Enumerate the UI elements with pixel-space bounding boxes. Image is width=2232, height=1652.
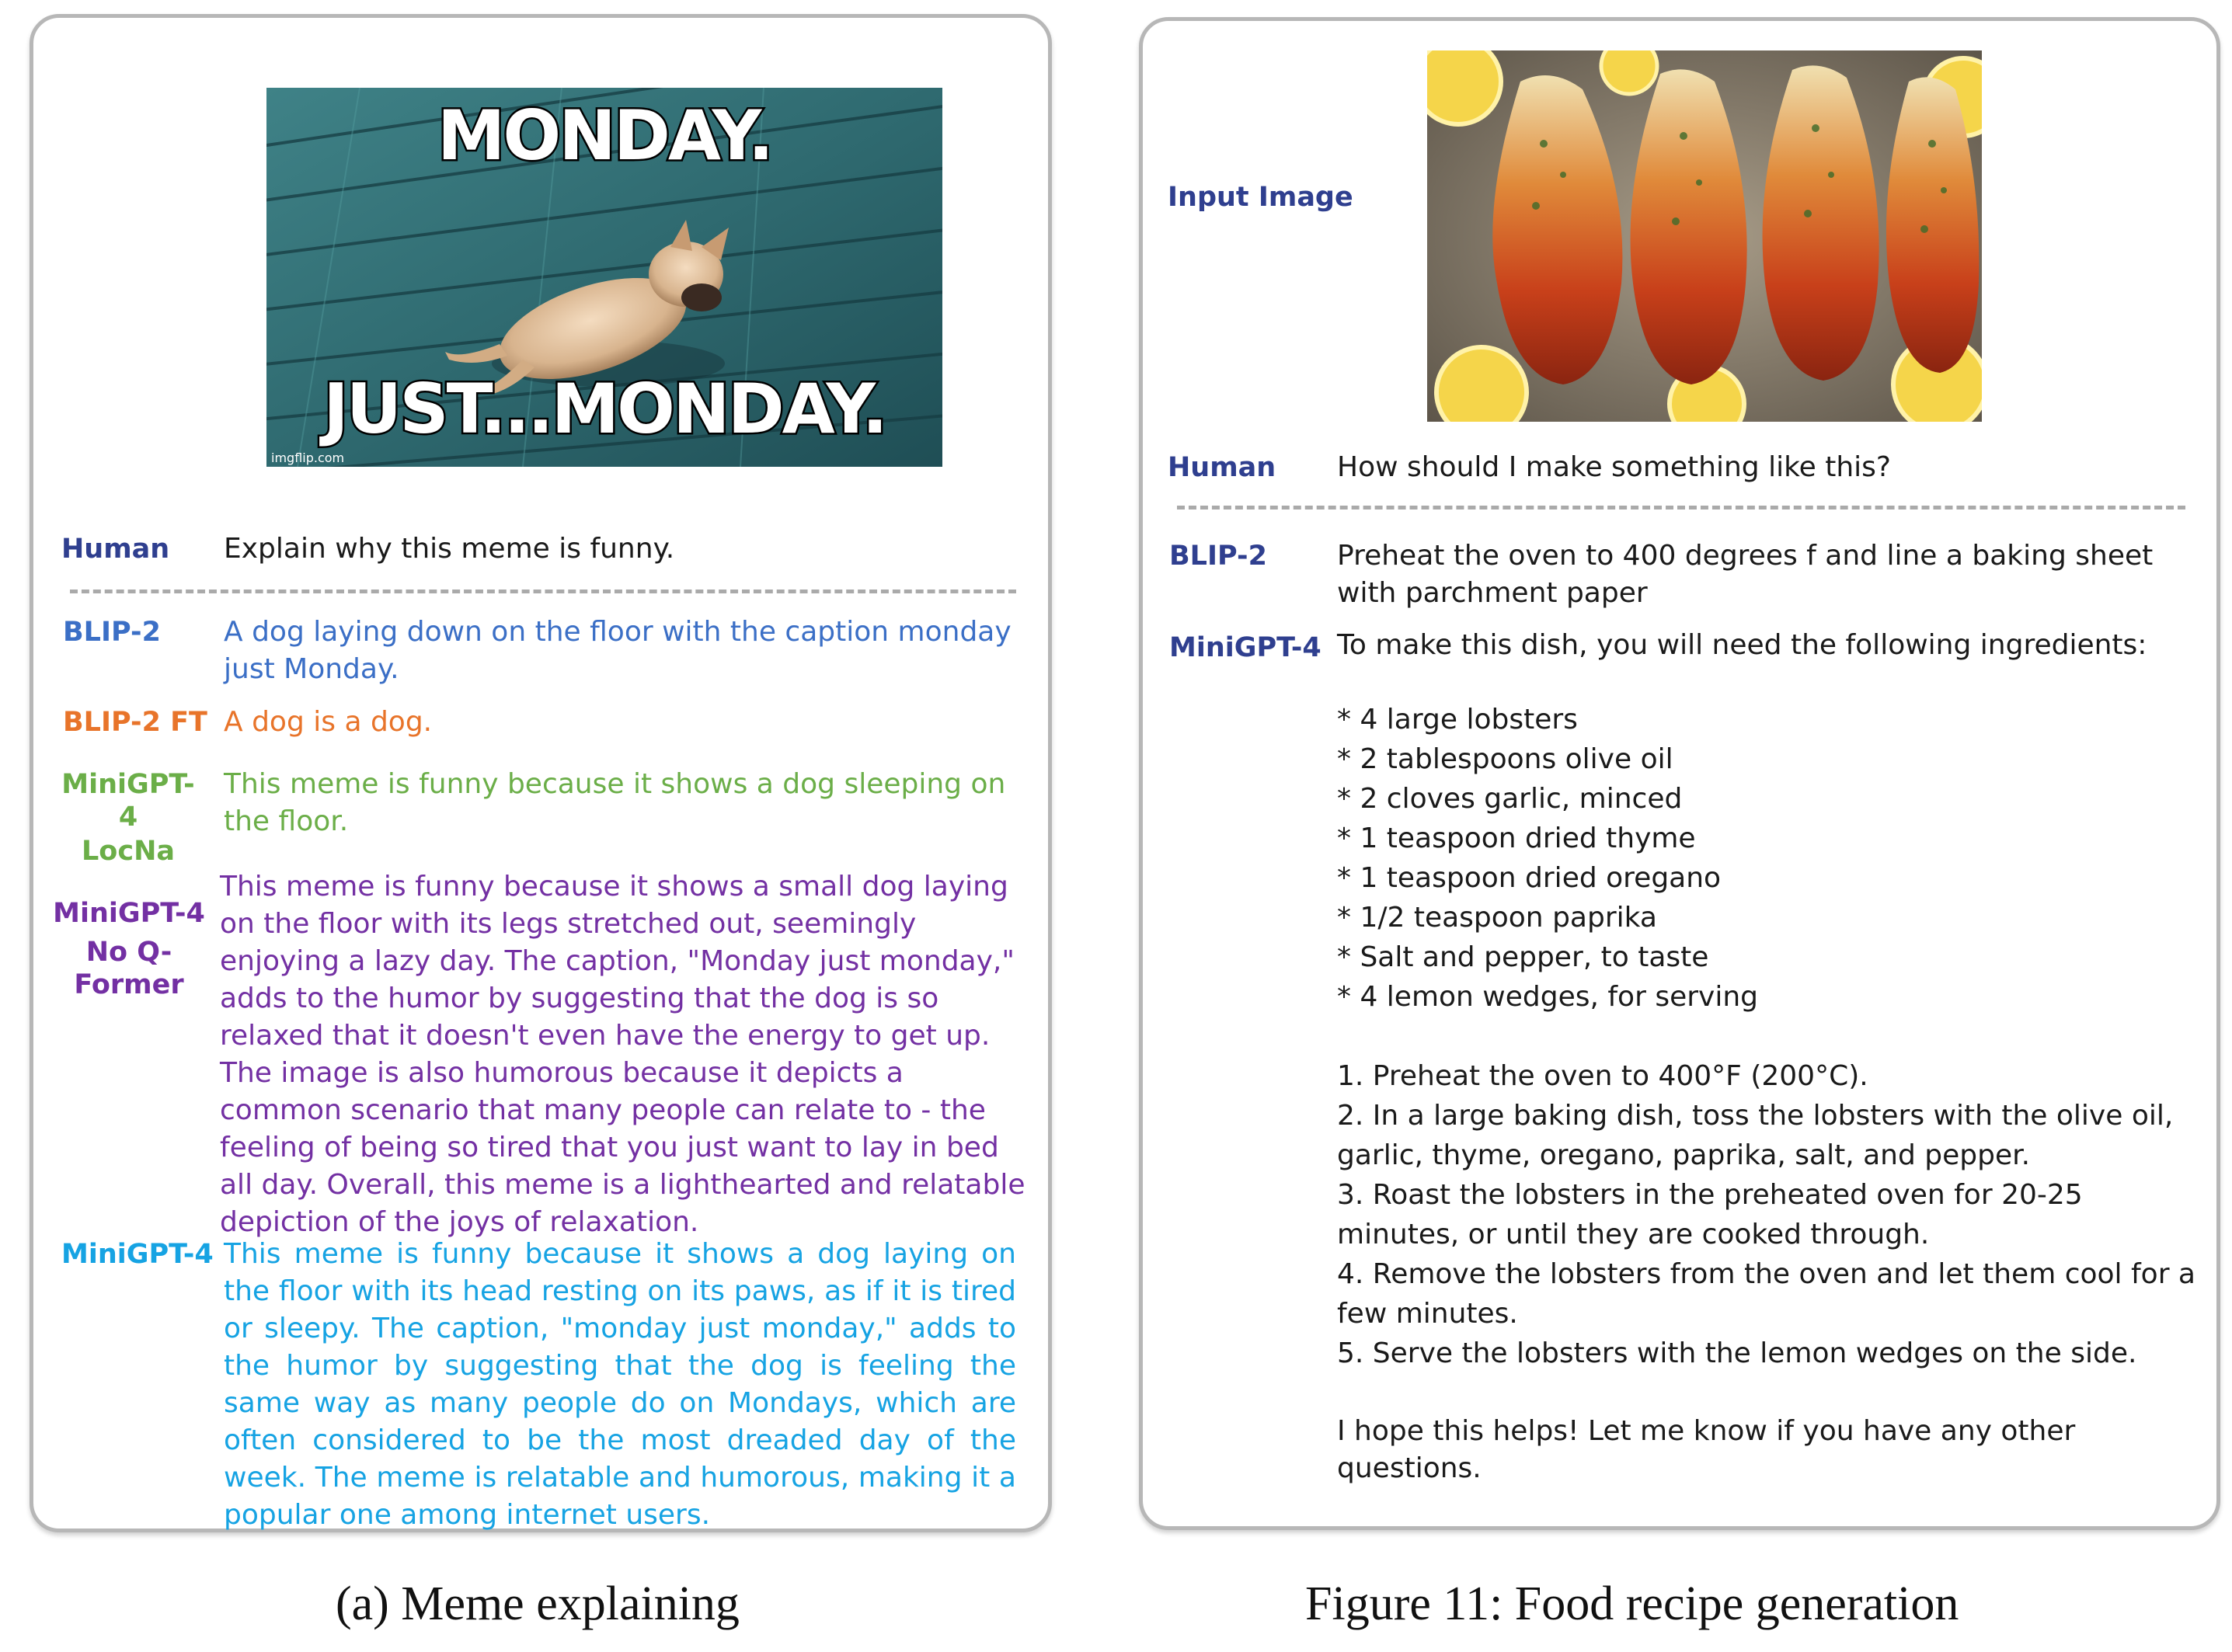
step-list bbox=[1337, 1056, 2199, 1373]
locna-label-line1: MiniGPT-4 bbox=[61, 769, 195, 833]
human-label: Human bbox=[61, 534, 170, 565]
minigpt4-response bbox=[1337, 627, 2199, 1487]
noqformer-response: This meme is funny because it shows a small dog laying on the floor with its legs stretched out, seemingly enjoying a lazy day. The caption, "Monday just monday," adds to the humor by suggesting that the dog is so relaxed that it doesn't even have the energy to get up. The image is also humorous because it depicts a common scenario that many people can relate to - the feeling of being so tired that you just want to lay in bed all day. Overall, this meme is a lighthearted and relatable depiction of the joys of relaxation. bbox=[220, 871, 1025, 1238]
minigpt4-label: MiniGPT-4 bbox=[61, 1239, 214, 1270]
meme-bottom-caption: JUST...MONDAY. bbox=[323, 369, 886, 449]
step-item: 3. Roast the lobsters in the preheated oven for 20-25 minutes, or until they are cooked through. bbox=[1337, 1179, 2083, 1250]
blip2-label: BLIP-2 bbox=[63, 617, 161, 648]
ingredient-item: * 1 teaspoon dried thyme bbox=[1337, 823, 1696, 854]
blip2-response: Preheat the oven to 400 degrees f and line a baking sheet with parchment paper bbox=[1337, 540, 2154, 609]
lobster-picture bbox=[1427, 50, 1982, 422]
recipe-intro: To make this dish, you will need the following ingredients: bbox=[1337, 629, 2147, 661]
human-prompt: How should I make something like this? bbox=[1337, 451, 1892, 483]
step-item: 5. Serve the lobsters with the lemon wedges on the side. bbox=[1337, 1337, 2137, 1369]
step-item: 2. In a large baking dish, toss the lobsters with the olive oil, garlic, thyme, oregano, paprika, salt, and pepper. bbox=[1337, 1100, 2174, 1171]
ingredient-item: * 1/2 teaspoon paprika bbox=[1337, 902, 1657, 934]
locna-label-line2: LocNa bbox=[81, 836, 175, 867]
recipe-closing: I hope this helps! Let me know if you have any other questions. bbox=[1337, 1415, 2076, 1484]
meme-image bbox=[266, 88, 942, 467]
ingredient-item: * 2 tablespoons olive oil bbox=[1337, 743, 1673, 775]
blip2-ft-response: A dog is a dog. bbox=[224, 706, 433, 738]
locna-response: This meme is funny because it shows a dog sleeping on the floor. bbox=[224, 768, 1006, 837]
dashed-divider bbox=[1177, 506, 2185, 510]
human-prompt: Explain why this meme is funny. bbox=[224, 533, 675, 565]
minigpt4-noqformer-label bbox=[44, 897, 214, 1001]
step-item: 1. Preheat the oven to 400°F (200°C). bbox=[1337, 1060, 1868, 1092]
meme-watermark: imgflip.com bbox=[271, 450, 345, 465]
blip2-response: A dog laying down on the floor with the caption monday just Monday. bbox=[224, 616, 1012, 685]
meme-panel bbox=[30, 14, 1052, 1532]
ingredient-list bbox=[1337, 700, 2199, 1017]
ingredient-item: * 2 cloves garlic, minced bbox=[1337, 783, 1683, 815]
ingredient-item: * 1 teaspoon dried oregano bbox=[1337, 862, 1722, 894]
subfigure-caption: (a) Meme explaining bbox=[336, 1577, 740, 1630]
ingredient-item: * Salt and pepper, to taste bbox=[1337, 941, 1709, 973]
recipe-panel bbox=[1139, 17, 2220, 1530]
blip2-ft-label: BLIP-2 FT bbox=[63, 707, 207, 738]
minigpt4-label: MiniGPT-4 bbox=[1169, 632, 1321, 663]
dashed-divider bbox=[70, 590, 1016, 593]
input-image-label: Input Image bbox=[1168, 182, 1353, 213]
minigpt4-response: This meme is funny because it shows a dog laying on the floor with its head resting on its paws, as if it is tired or sleepy. The caption, "monday just monday," adds to the humor by suggesting that the dog is feeling the same way as many people do on Mondays, which are often considered to be the most dreaded day of the week. The meme is relatable and humorous, making it a popular one among internet users. bbox=[224, 1238, 1016, 1531]
noqformer-label-line2: No Q-Former bbox=[74, 937, 184, 1000]
noqformer-label-line1: MiniGPT-4 bbox=[53, 898, 205, 929]
minigpt4-locna-label bbox=[58, 768, 198, 868]
ingredient-item: * 4 lemon wedges, for serving bbox=[1337, 981, 1759, 1013]
step-item: 4. Remove the lobsters from the oven and let them cool for a few minutes. bbox=[1337, 1258, 2195, 1330]
blip2-label: BLIP-2 bbox=[1169, 541, 1267, 572]
human-label: Human bbox=[1168, 452, 1276, 483]
lobster-image bbox=[1427, 50, 1982, 422]
meme-top-caption: MONDAY. bbox=[437, 96, 772, 176]
figure-caption: Figure 11: Food recipe generation bbox=[1305, 1577, 1959, 1630]
ingredient-item: * 4 large lobsters bbox=[1337, 704, 1578, 736]
